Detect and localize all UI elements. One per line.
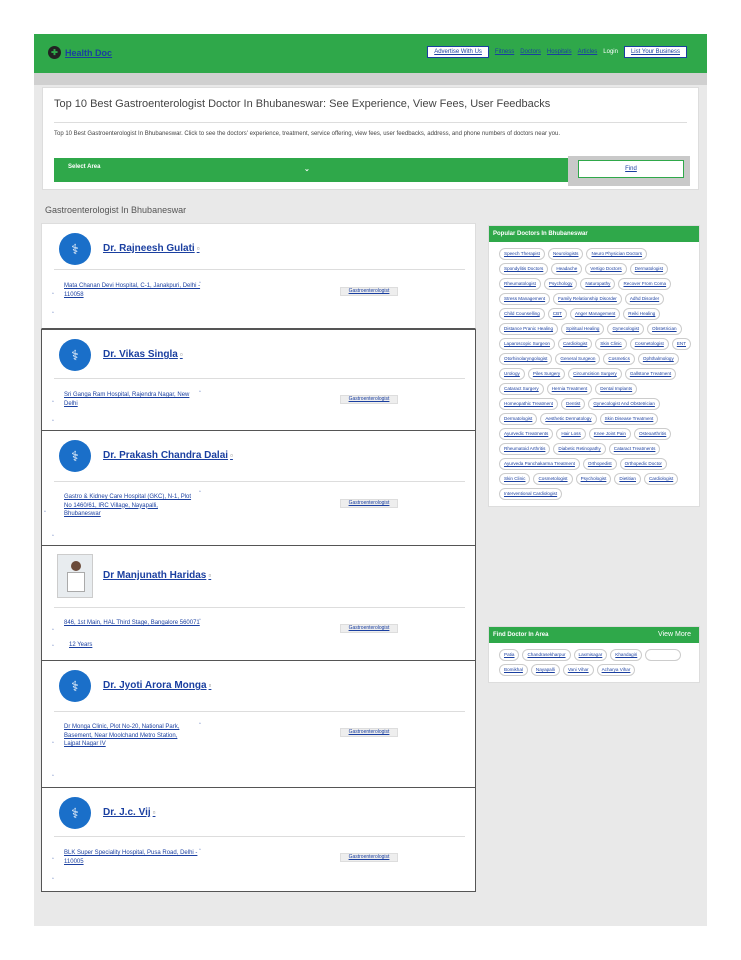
map-icon: ▫: [199, 721, 201, 727]
nav-fitness[interactable]: Fitness: [494, 49, 515, 55]
doctor-card: [41, 546, 476, 661]
location-icon: ▫: [52, 856, 54, 862]
tag-link[interactable]: Neurologists: [548, 248, 584, 260]
tag-link[interactable]: Vertigo Doctors: [585, 263, 626, 275]
phone-icon: ▫: [52, 310, 54, 316]
tag-link[interactable]: Psychology: [544, 278, 578, 290]
tag-link[interactable]: Headache: [551, 263, 582, 275]
area-select-label: Select Area: [68, 164, 101, 170]
tag-link[interactable]: Chandrasekharpur: [522, 649, 570, 661]
tag-link[interactable]: Laxmisagar: [574, 649, 608, 661]
tag-link[interactable]: Child Counselling: [499, 308, 545, 320]
tag-link[interactable]: Orthopedic Doctor: [620, 458, 667, 470]
nav-articles[interactable]: Articles: [577, 49, 598, 55]
location-icon: ▫: [52, 740, 54, 746]
find-area-header: [489, 627, 699, 643]
tag-link[interactable]: [645, 649, 681, 661]
location-icon: ▫: [52, 291, 54, 297]
page-title: Top 10 Best Gastroenterologist Doctor In Bhubaneswar: See Experience, View Fees, User Feedbacks: [54, 98, 551, 110]
find-button[interactable]: Find: [578, 160, 684, 178]
tag-link[interactable]: Khandagiri: [610, 649, 642, 661]
tag-link[interactable]: Rheumatoid Arthritis: [499, 443, 550, 455]
area-select[interactable]: [68, 164, 318, 173]
tag-link[interactable]: Circumcision Surgery: [568, 368, 622, 380]
chevron-down-icon: ⌄: [304, 166, 310, 173]
doctor-name: Dr Manjunath Haridas: [103, 570, 207, 581]
stomach-icon: ⚕: [59, 233, 91, 265]
tag-link[interactable]: Skin Disease Treatment: [600, 413, 659, 425]
tag-link[interactable]: Ophthalmology: [638, 353, 679, 365]
stomach-icon: ⚕: [59, 339, 91, 371]
tag-link[interactable]: Rheumatologist: [499, 278, 541, 290]
doctor-name-link[interactable]: [103, 570, 211, 581]
map-icon: ▫: [199, 617, 201, 623]
header-divider: [34, 73, 707, 85]
tag-link[interactable]: Adhd Disorder: [625, 293, 664, 305]
external-link-icon: ▫: [152, 808, 156, 817]
tag-link[interactable]: Cardiologist: [558, 338, 592, 350]
page: [34, 34, 707, 926]
tag-link[interactable]: Aesthetic Dermatology: [540, 413, 596, 425]
page-description: Top 10 Best Gastroenterologist In Bhubaneswar. Click to see the doctors' experience, treatment, service offering, view fees, user feedbacks, address, and phone numbers of doctors near you.: [54, 131, 560, 137]
tag-link[interactable]: Cataract Surgery: [499, 383, 544, 395]
specialty-tag[interactable]: Gastroenterologist: [340, 624, 398, 633]
tag-link[interactable]: Cosmetologist: [630, 338, 669, 350]
doctor-card: [41, 661, 476, 788]
external-link-icon: ▫: [230, 451, 233, 460]
location-icon: ▫: [44, 509, 46, 515]
tag-link[interactable]: Otorhinolaryngologist: [499, 353, 552, 365]
phone-icon: ▫: [52, 533, 54, 539]
tag-link[interactable]: Anger Management: [570, 308, 620, 320]
stomach-icon: ⚕: [59, 440, 91, 472]
doctor-name: Dr. Prakash Chandra Dalai: [103, 450, 229, 461]
tag-link[interactable]: Cataract Treatments: [609, 443, 661, 455]
phone-icon: ▫: [52, 418, 54, 424]
specialty-tag[interactable]: Gastroenterologist: [340, 728, 398, 737]
top-navbar: [34, 34, 707, 73]
tag-link[interactable]: Spondylitis Doctors: [499, 263, 548, 275]
doctor-name-link[interactable]: [103, 450, 233, 461]
stomach-icon: ⚕: [59, 797, 91, 829]
doctor-name: Dr. Rajneesh Gulati: [103, 243, 195, 254]
tag-link[interactable]: Piles Surgery: [528, 368, 565, 380]
tag-link[interactable]: Dermatologist: [630, 263, 668, 275]
tag-link[interactable]: Dental Implants: [595, 383, 637, 395]
tag-link[interactable]: Knee Joint Pain: [589, 428, 631, 440]
divider: [54, 269, 465, 270]
briefcase-icon: ▫: [52, 643, 54, 649]
nav-hospitals[interactable]: Hospitals: [546, 49, 572, 55]
doctor-address[interactable]: Dr Monga Clinic, Plot No-20, National Park, Basement, Near Moolchand Metro Station, Lajpat Nagar IV: [64, 724, 180, 747]
divider: [54, 378, 465, 379]
tag-link[interactable]: Ayurveda Panchakarma Treatment: [499, 458, 580, 470]
location-icon: ▫: [52, 627, 54, 633]
tag-link[interactable]: Diabetic Retinopathy: [553, 443, 605, 455]
divider: [54, 481, 465, 482]
map-icon: ▫: [199, 489, 201, 495]
tag-link[interactable]: Stress Management: [499, 293, 550, 305]
tag-link[interactable]: Laparoscopic Surgeon: [499, 338, 555, 350]
location-icon: ▫: [52, 399, 54, 405]
main-nav: [427, 46, 687, 58]
doctor-photo: [57, 554, 93, 598]
popular-doctors-panel: [488, 225, 700, 507]
doctor-card: [41, 788, 476, 892]
nav-login[interactable]: Login: [603, 49, 618, 55]
map-icon: ▫: [199, 847, 201, 853]
hero-panel: [42, 87, 699, 190]
doctor-name: Dr. Jyoti Arora Monga: [103, 680, 207, 691]
tag-link[interactable]: General Surgeon: [555, 353, 600, 365]
tag-link[interactable]: Urology: [499, 368, 525, 380]
tag-link[interactable]: Cosmetologist: [533, 473, 572, 485]
tag-link[interactable]: Hair Loss: [556, 428, 585, 440]
tag-link[interactable]: Cosmetics: [603, 353, 634, 365]
doctor-address[interactable]: BLK Super Speciality Hospital, Pusa Road, Delhi - 110005: [64, 850, 198, 865]
doctor-address[interactable]: Mata Chanan Devi Hospital, C-1, Janakpuri, Delhi - 110058: [64, 283, 201, 298]
tag-link[interactable]: Family Relationship Disorder: [553, 293, 622, 305]
doctor-card: [41, 431, 476, 546]
find-button-wrap: [568, 156, 690, 186]
tag-link[interactable]: ENT: [672, 338, 691, 350]
external-link-icon: ▫: [179, 350, 183, 359]
stomach-icon: ⚕: [59, 670, 91, 702]
nav-list-business[interactable]: List Your Business: [624, 46, 687, 58]
tag-link[interactable]: Gallstone Treatment: [625, 368, 676, 380]
tag-link[interactable]: Patia: [499, 649, 519, 661]
view-more-link[interactable]: View More: [658, 631, 691, 638]
tag-link[interactable]: Distance Pranic Healing: [499, 323, 558, 335]
tag-link[interactable]: Spiritual Healing: [561, 323, 604, 335]
doctor-name-link[interactable]: [103, 349, 183, 360]
doctor-name-link[interactable]: [103, 807, 155, 818]
tag-link[interactable]: Gynecologist: [607, 323, 644, 335]
doctor-list: [41, 223, 476, 892]
logo-icon: ✚: [48, 46, 61, 59]
doctor-name: Dr. J.c. Vij: [103, 807, 151, 818]
specialty-tag[interactable]: Gastroenterologist: [340, 499, 398, 508]
popular-doctors-title: Popular Doctors In Bhubaneswar: [489, 226, 699, 242]
tag-link[interactable]: Skin Clinic: [595, 338, 626, 350]
phone-icon: ▫: [52, 773, 54, 779]
specialty-tag[interactable]: Gastroenterologist: [340, 395, 398, 404]
divider: [54, 711, 465, 712]
photo-body: [67, 572, 85, 592]
tag-link[interactable]: Psychologist: [576, 473, 612, 485]
tag-link[interactable]: Speech Therapist: [499, 248, 545, 260]
find-area-panel: [488, 626, 700, 683]
doctor-name-link[interactable]: [103, 680, 211, 691]
divider: [54, 122, 687, 123]
find-area-title: Find Doctor In Area: [493, 632, 549, 638]
divider: [54, 836, 465, 837]
tag-link[interactable]: Obstetrician: [647, 323, 682, 335]
tag-link[interactable]: Recover From Coma: [618, 278, 671, 290]
phone-icon: ▫: [52, 876, 54, 882]
listing-heading: [45, 205, 186, 215]
tag-link[interactable]: Interventional Cardiologist: [499, 488, 562, 500]
tag-link[interactable]: Naturopathy: [580, 278, 615, 290]
tag-link[interactable]: Homeopathic Treatment: [499, 398, 558, 410]
logo-text[interactable]: Health Doc: [65, 47, 113, 58]
tag-link[interactable]: Dermatologist: [499, 413, 537, 425]
tag-link[interactable]: Ayurvedic Treatments: [499, 428, 553, 440]
divider: [54, 607, 465, 608]
photo-head: [71, 561, 81, 571]
experience: 12 Years: [69, 642, 93, 648]
tag-link[interactable]: Skin Clinic: [499, 473, 530, 485]
tag-link[interactable]: Osteoarthritis: [634, 428, 671, 440]
tag-link[interactable]: Orthopedist: [583, 458, 617, 470]
external-link-icon: ▫: [196, 244, 200, 253]
doctor-address[interactable]: 846, 1st Main, HAL Third Stage, Bangalore 560071: [64, 620, 200, 626]
doctor-name: Dr. Vikas Singla: [103, 349, 178, 360]
tag-link[interactable]: Dentist: [561, 398, 585, 410]
specialty-tag[interactable]: Gastroenterologist: [340, 853, 398, 862]
area-search-bar: [54, 158, 690, 182]
doctor-card: [41, 329, 476, 431]
tag-link[interactable]: Reiki Healing: [623, 308, 660, 320]
tag-link[interactable]: Cardiologist: [644, 473, 678, 485]
tag-link[interactable]: Hernia Treatment: [547, 383, 593, 395]
map-icon: ▫: [199, 280, 201, 286]
popular-tag-list: [489, 242, 699, 506]
tag-link[interactable]: Acharya Vihar: [597, 664, 636, 676]
tag-link[interactable]: Nayapalli: [531, 664, 560, 676]
doctor-name-link[interactable]: [103, 243, 200, 254]
doctor-address[interactable]: Sri Ganga Ram Hospital, Rajendra Nagar, New Delhi: [64, 392, 190, 407]
tag-link[interactable]: Neuro Physician Doctors: [586, 248, 647, 260]
tag-link[interactable]: CBT: [548, 308, 567, 320]
nav-advertise[interactable]: Advertise With Us: [427, 46, 489, 58]
tag-link[interactable]: Gynecologist And Obstetrician: [588, 398, 660, 410]
specialty-tag[interactable]: Gastroenterologist: [340, 287, 398, 296]
nav-doctors[interactable]: Doctors: [520, 49, 541, 55]
area-tag-list: [489, 643, 699, 682]
doctor-address[interactable]: Gastro & Kidney Care Hospital (GKC), N-1, Plot No 1460/61, IRC Village, Nayapalli, Bhubaneswar: [64, 494, 192, 517]
map-icon: ▫: [199, 389, 201, 395]
tag-link[interactable]: Dietitian: [614, 473, 641, 485]
tag-link[interactable]: Vani Vihar: [563, 664, 594, 676]
tag-link[interactable]: Bomikhal: [499, 664, 528, 676]
doctor-card: [41, 223, 476, 329]
external-link-icon: ▫: [208, 681, 212, 690]
site-logo[interactable]: [48, 46, 112, 59]
listing-heading-text: Gastroenterologist In Bhubaneswar: [45, 205, 187, 215]
external-link-icon: ▫: [208, 571, 212, 580]
